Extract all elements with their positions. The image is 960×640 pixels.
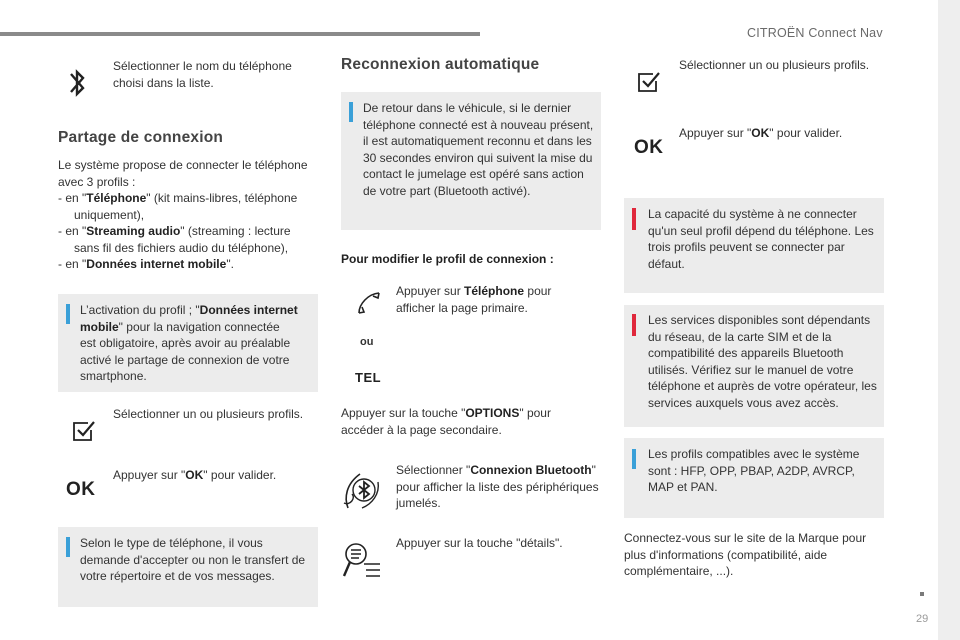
note-compatible-profiles-text: Les profils compatibles avec le système sont : HFP, OPP, PBAP, A2DP, AVRCP, MAP et PAN. [648, 447, 860, 494]
checkbox-icon [638, 72, 660, 92]
partage-title: Partage de connexion [58, 129, 224, 146]
bluetooth-connection-icon [342, 468, 382, 512]
select-profiles-text: Sélectionner un ou plusieurs profils. [113, 407, 304, 421]
website-text: Connectez-vous sur le site de la Marque pour plus d'informations (compatibilité, aide complémentaire, ...). [624, 531, 867, 578]
options-text: Appuyer sur la touche "OPTIONS" pour accéder à la page secondaire. [341, 406, 551, 437]
press-ok-text: Appuyer sur "OK" pour valider. [113, 468, 277, 482]
bluetooth-connection-text: Sélectionner "Connexion Bluetooth" pour afficher la liste des périphériques jumelés. [396, 463, 599, 510]
press-ok-text-right: Appuyer sur "OK" pour valider. [679, 126, 843, 140]
reconnexion-title: Reconnexion automatique [341, 56, 540, 73]
press-phone-text: Appuyer sur Téléphone pour afficher la page primaire. [396, 284, 552, 315]
warning-marker [632, 314, 636, 336]
select-profiles-text-right: Sélectionner un ou plusieurs profils. [679, 58, 870, 72]
details-text: Appuyer sur la touche "détails". [396, 536, 563, 550]
warning-marker [632, 208, 636, 230]
or-label: ou [360, 336, 374, 348]
warning-capacity-text: La capacité du système à ne connecter qu'un seul profil dépend du téléphone. Les trois profils peuvent se connecter par défaut. [648, 207, 874, 271]
profile-item-streaming: - en "Streaming audio" (streaming : lecture sans fil des fichiers audio du téléphone), [58, 224, 291, 255]
checkbox-icon [73, 421, 95, 441]
partage-intro: Le système propose de connecter le téléphone avec 3 profils : [58, 158, 308, 189]
profile-list [58, 190, 328, 273]
note-phone-type-text: Selon le type de téléphone, il vous demande d'accepter ou non le transfert de votre répertoire et de vos messages. [80, 536, 306, 583]
note-reconnexion-text: De retour dans le véhicule, si le dernier téléphone connecté est à nouveau présent, il est automatiquement reconnu et dans les 30 secondes environ qui suivent la mise du contact le jumelage est opéré sans action de votre part (Bluetooth activé). [363, 101, 594, 198]
info-marker [66, 304, 70, 324]
info-marker [66, 537, 70, 557]
note-activation-text: L’activation du profil ; "Données internet mobile" pour la navigation connectée est obligatoire, après avoir au préalable activé le partage de connexion de votre smartphone. [80, 303, 298, 383]
page-edge-strip [938, 0, 960, 640]
details-magnifier-icon [342, 540, 382, 580]
modify-profile-heading: Pour modifier le profil de connexion : [341, 252, 554, 266]
page-number: 29 [916, 613, 929, 625]
continuation-marker [920, 592, 924, 596]
ok-icon: OK [66, 479, 96, 500]
tel-button-icon: TEL [355, 370, 382, 385]
bluetooth-icon [67, 66, 87, 100]
select-phone-text: Sélectionner le nom du téléphone choisi dans la liste. [113, 59, 292, 90]
header-rule [0, 32, 480, 36]
warning-services-text: Les services disponibles sont dépendants du réseau, de la carte SIM et de la compatibilité des appareils Bluetooth utilisés. Vérifiez sur le manuel de votre téléphone et auprès de votre opérateur, les services auxquels vous avez accès. [648, 313, 877, 410]
ok-icon: OK [634, 137, 664, 158]
profile-item-phone: - en "Téléphone" (kit mains-libres, téléphone uniquement), [58, 191, 298, 222]
profile-item-data: - en "Données internet mobile". [58, 257, 234, 271]
info-marker [632, 449, 636, 469]
brand-header: CITROËN Connect Nav [747, 26, 883, 40]
phone-handset-icon [356, 290, 382, 316]
info-marker [349, 102, 353, 122]
